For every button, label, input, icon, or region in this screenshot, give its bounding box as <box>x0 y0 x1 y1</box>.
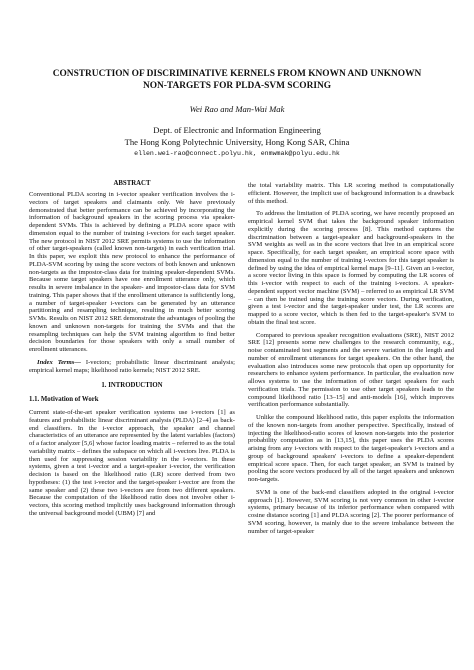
abstract-text: Conventional PLDA scoring in i-vector speaker verification involves the i-vectors of target speakers and claimants only. We have previously demonstrated that better performance can be achieved by incorporating the information of background speakers in the scoring process via speaker-dependent SVMs. This is achieved by defining a PLDA score space with dimension equal to the number of training i-vectors for each target speaker. The new protocol in NIST 2012 SRE permits systems to use the information of other target-speakers (called known non-targets) in each verification trial. In this paper, we exploit this new protocol to enhance the performance of PLDA-SVM scoring by using the score vectors of both known and unknown non-targets as the impostor-class data for training speaker-dependent SVMs. Because some target speakers have one enrollment utterance only, which results in severe imbalance in the speaker- and impostor-class data for SVM training. This paper shows that if the enrollment utterance is sufficiently long, a number of target-speaker i-vectors can be generated by an utterance partitioning and resampling technique, resulting in much better scoring SVMs. Results on NIST 2012 SRE demonstrate the advantages of pooling the known and unknown non-targets for training the SVMs and that the resampling techniques can help the SVM training algorithm to find better decision boundaries for those speakers with only a small number of enrollment utterances. <box>29 191 235 353</box>
author-affiliation <box>0 125 474 159</box>
index-terms-label: Index Terms— <box>37 358 81 366</box>
right-paragraph-3: Compared to previous speaker recognition evaluations (SRE), NIST 2012 SRE [12] presents some new challenges to the research community, e.g., noise contaminated test segments and the severe variation in the length and number of enrollment utterances for target speakers. On the other hand, the evaluation also introduces some new protocols that open up opportunity for researchers to enhance system performance. In particular, the evaluation now allows systems to use the information of other target speakers for each verification trials. The permission to use other target speakers leads to the compound likelihood ratio [13–15] and anti-models [16], which improves verification performance substantially. <box>248 331 454 409</box>
affiliation-department: Dept. of Electronic and Information Engineering <box>153 125 321 135</box>
subsection-heading: 1.1. Motivation of Work <box>29 396 99 404</box>
author-emails: ellen.wei-rao@connect.polyu.hk, enmwmak@polyu.edu.hk <box>134 150 340 157</box>
right-paragraph-5: SVM is one of the back-end classifiers adopted in the original i-vector approach [1]. However, SVM scoring is not very common in other i-vector systems, primary because of its inferior performance when compared with cosine distance scoring [1] and PLDA scoring [2]. The poorer performance of SVM scoring, however, is mainly due to the severe imbalance between the number of target-speaker <box>248 488 454 535</box>
affiliation-university: The Hong Kong Polytechnic University, Hong Kong SAR, China <box>124 136 350 147</box>
left-column <box>29 180 235 518</box>
paper-authors: Wei Rao and Man-Wai Mak <box>189 104 285 114</box>
right-column <box>248 182 454 535</box>
index-terms <box>29 359 235 375</box>
intro-paragraph: Current state-of-the-art speaker verification systems use i-vectors [1] as features and probabilistic linear discriminant analysis (PLDA) [2–4] as back-end classifiers. In the i-vector approach, the speaker and channel characteristics of an utterance are represented by the latent variables (factors) of a factor analyzer [5,6] whose factor loading matrix – referred to as the total variability matrix – defines the subspace on which all i-vectors live. PLDA is then used for suppressing session variability in the i-vectors. In these systems, given a test i-vector and a target-speaker i-vector, the verification decision is based on the likelihood ratio (LR) score derived from two hypotheses: (1) the test i-vector and the target-speaker i-vector are from the same speaker and (2) these two i-vectors are from two different speakers. Because the computation of the likelihood ratio does not involve other i-vectors, this scoring method implicitly uses background information through the universal background model (UBM) [7] and <box>29 409 235 517</box>
abstract-heading: ABSTRACT <box>113 180 151 187</box>
right-paragraph-2: To address the limitation of PLDA scoring, we have recently proposed an empirical kernel SVM that takes the background speaker information explicitly during the scoring process [8]. This method captures the discrimination between a target-speaker and background-speakers in the SVM weights as well as in the score vectors that live in an empirical score space. Specifically, for each target speaker, an empirical score space with dimension equal to the number of training i-vectors for this target speaker is defined by using the idea of empirical kernel maps [9–11]. Given an i-vector, a score vector living in this space is formed by computing the LR scores of this i-vector with respect to each of the training i-vectors. A speaker-dependent support vector machine (SVM) – referred to as empirical LR SVM – can then be trained using the training score vectors. During verification, given a test i-vector and the target-speaker under test, the LR scores are mapped to a score vector, which is then fed to the target-speaker's SVM to obtain the final test score. <box>248 210 454 326</box>
right-paragraph-4: Unlike the compound likelihood ratio, this paper exploits the information of the known non-targets from another perspective. Specifically, instead of injecting the likelihood-ratio scores of known non-targets into the posterior probability computation as in [13,15], this paper uses the PLDA scores arising from any i-vectors with respect to the target-speaker's i-vectors and a group of background speakers' i-vectors to define a speaker-dependent empirical score space. Then, for each target speaker, an SVM is trained by pooling the score vectors produced by all of the target speakers and unknown non-targets. <box>248 414 454 483</box>
paper-title: CONSTRUCTION OF DISCRIMINATIVE KERNELS FROM KNOWN AND UNKNOWN NON-TARGETS FOR PLDA-SVM SCORING <box>52 69 422 91</box>
introduction-heading: 1. INTRODUCTION <box>101 382 163 390</box>
right-paragraph-1: the total variability matrix. This LR scoring method is computationally efficient. However, the implicit use of background information is a drawback of this method. <box>248 182 454 205</box>
index-terms-text: I-vectors; probabilistic linear discriminant analysis; empirical kernel maps; likelihood ratio kernels; NIST 2012 SRE. <box>29 358 235 374</box>
